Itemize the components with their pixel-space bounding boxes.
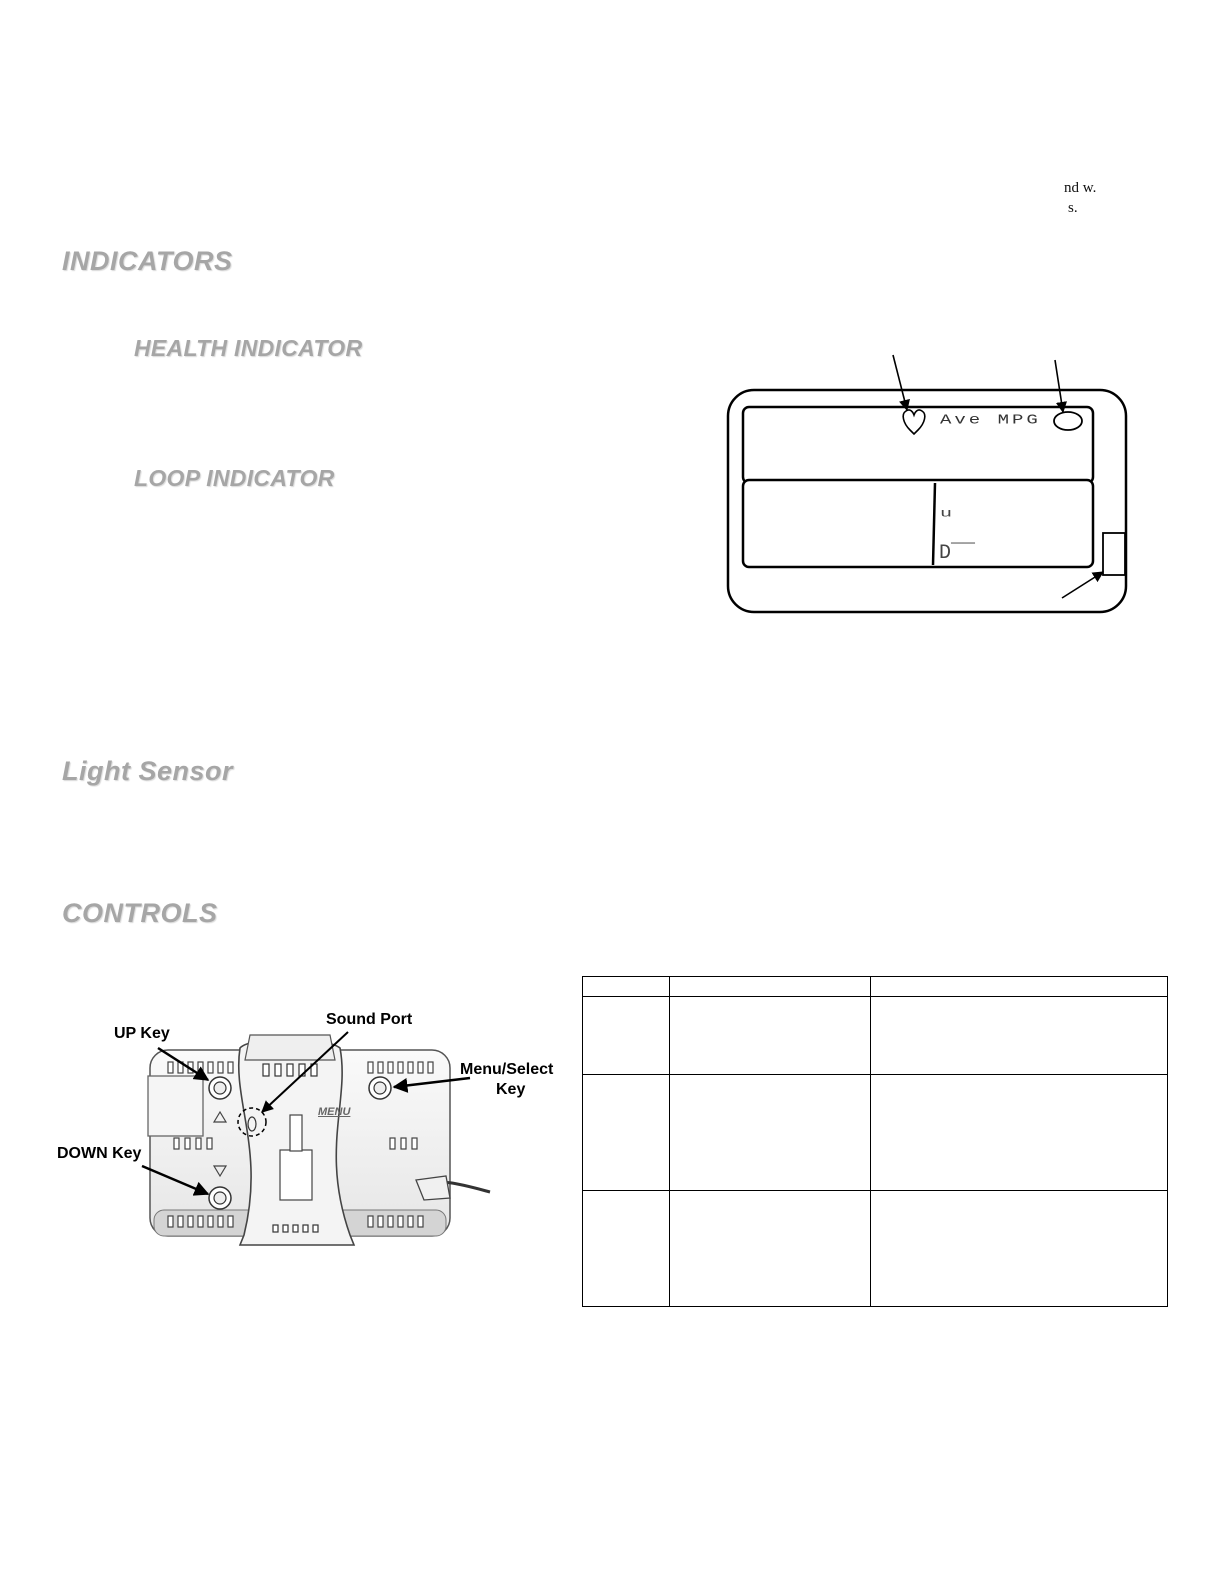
display-top-text: Ave MPG bbox=[940, 412, 1041, 428]
table-row bbox=[583, 1075, 1168, 1191]
table-cell bbox=[670, 1191, 871, 1307]
text-fragment-2: s. bbox=[1068, 200, 1078, 216]
table-row bbox=[583, 997, 1168, 1075]
table-header-cell bbox=[670, 977, 871, 997]
controls-table bbox=[582, 976, 1168, 1307]
display-right-line-2: D‾‾ bbox=[939, 542, 976, 565]
display-bottom-panel bbox=[743, 480, 1093, 567]
text-fragment-1: nd w. bbox=[1064, 180, 1097, 196]
table-cell bbox=[583, 1075, 670, 1191]
menu-select-label: Menu/Select bbox=[460, 1061, 554, 1078]
table-cell bbox=[871, 1075, 1168, 1191]
loop-oval-icon bbox=[1054, 412, 1082, 430]
table-cell bbox=[583, 997, 670, 1075]
table-cell bbox=[871, 1191, 1168, 1307]
table-cell bbox=[670, 997, 871, 1075]
down-key bbox=[209, 1187, 231, 1209]
up-key-label: UP Key bbox=[114, 1025, 170, 1042]
display-diagram bbox=[720, 350, 1140, 620]
menu-select-label-2: Key bbox=[496, 1081, 526, 1098]
sound-port-label: Sound Port bbox=[326, 1011, 413, 1028]
up-key bbox=[209, 1077, 231, 1099]
light-sensor-heading: Light Sensor bbox=[62, 756, 234, 786]
display-right-line-1: u bbox=[940, 507, 953, 521]
controls-heading: CONTROLS bbox=[62, 898, 218, 928]
menu-embossed-label: MENU bbox=[318, 1106, 351, 1118]
table-cell bbox=[583, 1191, 670, 1307]
loop-indicator-heading: LOOP INDICATOR bbox=[134, 465, 335, 491]
device-side-tab bbox=[148, 1076, 203, 1136]
health-indicator-heading: HEALTH INDICATOR bbox=[134, 335, 363, 361]
light-sensor-window bbox=[1103, 533, 1125, 575]
table-cell bbox=[871, 997, 1168, 1075]
table-row bbox=[583, 1191, 1168, 1307]
table-header-cell bbox=[583, 977, 670, 997]
indicators-heading: INDICATORS bbox=[62, 246, 233, 276]
menu-key bbox=[369, 1077, 391, 1099]
table-cell bbox=[670, 1075, 871, 1191]
table-header-cell bbox=[871, 977, 1168, 997]
down-key-label: DOWN Key bbox=[57, 1145, 142, 1162]
